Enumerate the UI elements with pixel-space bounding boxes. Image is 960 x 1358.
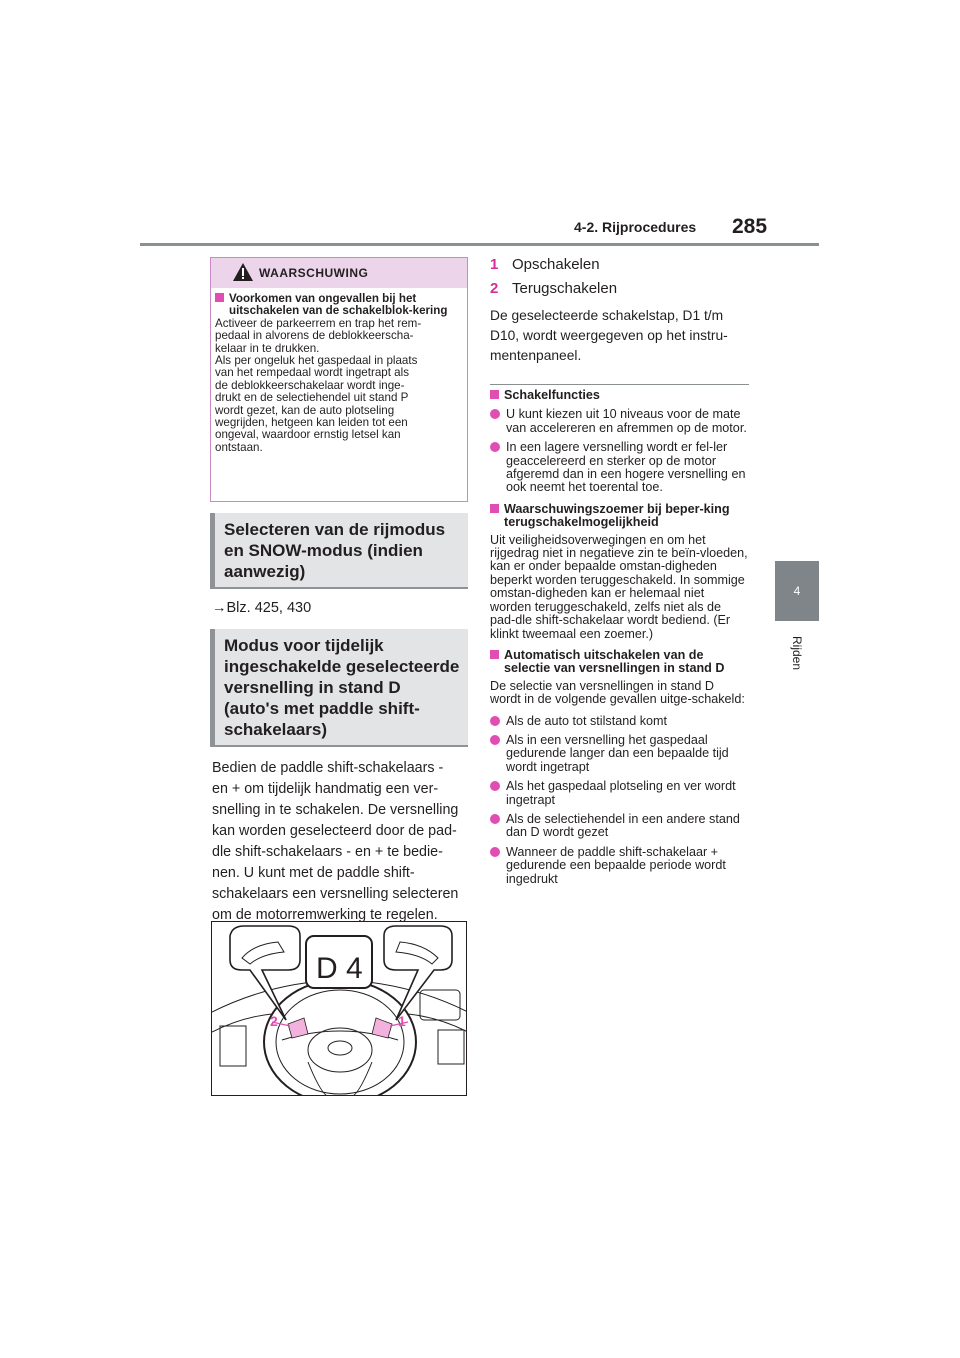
auto-off-bullet bbox=[490, 780, 748, 807]
auto-off-intro: De selectie van versnellingen in stand D wordt in de volgende gevallen uitge-schakeld: bbox=[490, 678, 745, 707]
functions-bullet bbox=[490, 441, 748, 495]
paragraph-line: De geselecteerde schakelstap, D1 t/m bbox=[490, 308, 724, 323]
warning-line: Activeer de parkeerrem en trap het rem- bbox=[215, 316, 422, 330]
warning-line: kelaar in te drukken. bbox=[215, 341, 320, 355]
paragraph-line: Bedien de paddle shift-schakelaars - bbox=[212, 760, 444, 776]
paragraph-line: schakelaars een versnelling selecteren bbox=[212, 886, 459, 902]
paddle-shift-illustration bbox=[211, 921, 467, 1096]
bullet-dot-icon bbox=[490, 442, 500, 452]
warning-line: ontstaan. bbox=[215, 440, 263, 454]
legend-item-downshift bbox=[490, 280, 752, 297]
gear-display-text: D 4 bbox=[316, 952, 363, 985]
callout-1-label: 1 bbox=[398, 1013, 406, 1029]
warning-line: wordt gezet, kan de auto plotseling bbox=[215, 403, 395, 417]
warning-line: drukt en de selectiehendel uit stand P bbox=[215, 391, 409, 405]
warning-line: van het rempedaal wordt ingetrapt als bbox=[215, 366, 409, 380]
page-reference: →Blz. 425, 430 bbox=[212, 600, 312, 616]
functions-heading-text: Schakelfuncties bbox=[504, 388, 600, 402]
gear-display-paragraph bbox=[490, 306, 752, 366]
bullet-text: Als de auto tot stilstand komt bbox=[506, 713, 668, 728]
paragraph-line: om de motorremwerking te regelen. bbox=[212, 907, 438, 923]
bullet-text: Als het gaspedaal plotseling en ver wordt ingetrapt bbox=[506, 779, 736, 807]
legend-number: 1 bbox=[490, 256, 499, 273]
warning-line: pedaal in alvorens de deblokkeerscha- bbox=[215, 329, 414, 343]
warning-line: wegrijden, hetgeen kan leiden tot een bbox=[215, 416, 408, 430]
buzzer-heading bbox=[490, 503, 748, 530]
warning-box bbox=[210, 257, 468, 502]
auto-off-heading-text: Automatisch uitschakelen van de selectie van versnellingen in stand D bbox=[504, 647, 725, 676]
auto-off-bullet bbox=[490, 813, 748, 840]
paragraph-line: kan worden geselecteerd door de pad- bbox=[212, 823, 457, 839]
paragraph-line: mentenpaneel. bbox=[490, 348, 582, 363]
square-bullet-icon bbox=[490, 504, 499, 513]
auto-off-bullet bbox=[490, 846, 748, 886]
header-rule bbox=[140, 243, 819, 246]
warning-header bbox=[211, 258, 467, 288]
auto-off-heading bbox=[490, 649, 748, 676]
bullet-dot-icon bbox=[490, 814, 500, 824]
right-column-sections bbox=[490, 389, 748, 886]
paragraph-line: D10, wordt weergegeven op het instru- bbox=[490, 328, 728, 343]
callout-2-label: 2 bbox=[270, 1013, 278, 1029]
bullet-text: Wanneer de paddle shift-schakelaar + gedurende een bepaalde periode wordt ingedrukt bbox=[506, 844, 726, 886]
bullet-text: U kunt kiezen uit 10 niveaus voor de mate van accelereren en afremmen op de motor. bbox=[506, 407, 747, 435]
mode-paragraph bbox=[212, 758, 470, 926]
warning-body bbox=[215, 293, 461, 454]
bullet-dot-icon bbox=[490, 847, 500, 857]
paragraph-line: en + om tijdelijk handmatig een ver- bbox=[212, 781, 439, 797]
legend-item-upshift bbox=[490, 256, 752, 273]
auto-off-bullet bbox=[490, 715, 748, 728]
page-number: 285 bbox=[732, 215, 768, 238]
steering-wheel-drawing bbox=[212, 922, 467, 1096]
bullet-text: Als de selectiehendel in een andere stand dan D wordt gezet bbox=[506, 811, 740, 840]
warning-line: de deblokkeerschakelaar wordt inge- bbox=[215, 378, 405, 392]
section-divider bbox=[490, 384, 749, 385]
bullet-dot-icon bbox=[490, 716, 500, 726]
square-bullet-icon bbox=[490, 390, 499, 399]
warning-triangle-icon bbox=[232, 262, 254, 282]
functions-bullet bbox=[490, 408, 748, 435]
square-bullet-icon bbox=[490, 650, 499, 659]
legend-label: Terugschakelen bbox=[512, 280, 618, 297]
bullet-text: Als in een versnelling het gaspedaal gedurende langer dan een bepaalde tijd wordt ingetrapt bbox=[506, 732, 729, 774]
buzzer-body: Uit veiligheidsoverwegingen en om het rijgedrag niet in negatieve zin te beïn-vloeden, kan er onder bepaalde omstan-digheden beperkt worden teruggeschakeld. In sommige omstan-digheden kan er helemaal niet worden teruggeschakeld, zelfs niet als de pad-dle shift-schakelaar wordt bediend. (Er klinkt tweemaal een zoemer.) bbox=[490, 532, 748, 641]
bullet-dot-icon bbox=[490, 735, 500, 745]
warning-title: WAARSCHUWING bbox=[259, 266, 369, 280]
bullet-text: In een lagere versnelling wordt er fel-ler geaccelereerd en sterker op de motor afgeremd dan in een hogere versnelling en ook neemt het toerental toe. bbox=[506, 440, 746, 495]
paragraph-line: dle shift-schakelaars - en + te bedie- bbox=[212, 844, 443, 860]
warning-line: Als per ongeluk het gaspedaal in plaats bbox=[215, 354, 418, 368]
legend-number: 2 bbox=[490, 280, 499, 297]
paragraph-line: snelling in te schakelen. De versnelling bbox=[212, 802, 459, 818]
chapter-tab: 4 bbox=[775, 561, 819, 621]
chapter-tab-label bbox=[772, 632, 822, 682]
section-title: 4-2. Rijprocedures bbox=[574, 219, 697, 235]
functions-heading bbox=[490, 389, 748, 402]
warning-subheading bbox=[215, 293, 461, 318]
square-bullet-icon bbox=[215, 293, 224, 302]
legend-label: Opschakelen bbox=[512, 256, 600, 273]
warning-subheading-text: Voorkomen van ongevallen bij het uitschakelen van de schakelblok-kering bbox=[229, 292, 448, 318]
bullet-dot-icon bbox=[490, 781, 500, 791]
paragraph-line: nen. U kunt met de paddle shift- bbox=[212, 865, 415, 881]
bullet-dot-icon bbox=[490, 409, 500, 419]
buzzer-heading-text: Waarschuwingszoemer bij beper-king terugschakelmogelijkheid bbox=[504, 501, 730, 530]
chapter-title: Rijden bbox=[790, 635, 805, 671]
auto-off-bullet bbox=[490, 734, 748, 774]
warning-line: ongeval, waardoor ernstig letsel kan bbox=[215, 428, 401, 442]
heading-temporary-gear-mode: Modus voor tijdelijk ingeschakelde geselecteerde versnelling in stand D (auto's met paddle shift-schakelaars) bbox=[210, 629, 468, 747]
heading-snow-mode: Selecteren van de rijmodus en SNOW-modus (indien aanwezig) bbox=[210, 513, 468, 589]
